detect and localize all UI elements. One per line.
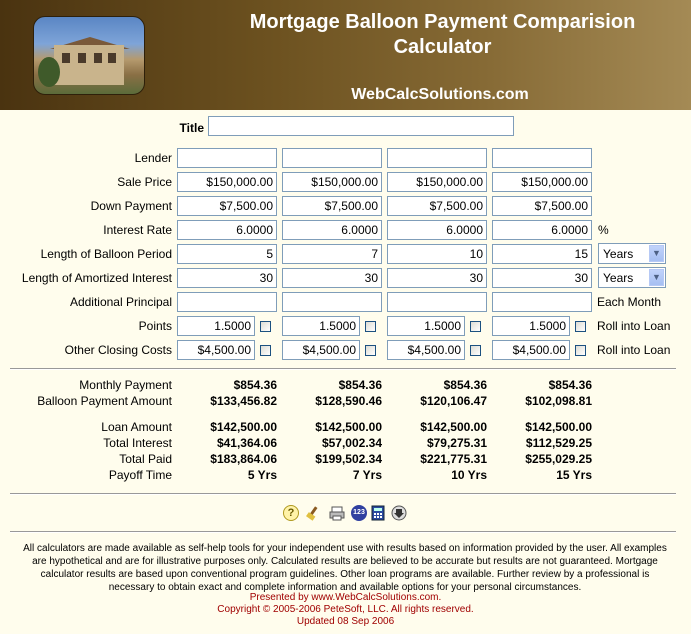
total-interest-label: Total Interest: [103, 436, 172, 450]
payoff-time-3: 10 Yrs: [451, 468, 487, 482]
points-label: Points: [138, 319, 172, 333]
sale-price-input-2[interactable]: [282, 172, 382, 192]
site-name: WebCalcSolutions.com: [351, 86, 529, 103]
divider: [10, 493, 676, 495]
points-roll-checkbox-3[interactable]: [470, 321, 481, 332]
chevron-down-icon[interactable]: ▼: [649, 245, 664, 262]
total-interest-3: $79,275.31: [426, 436, 487, 450]
monthly-payment-1: $854.36: [233, 378, 277, 392]
monthly-payment-2: $854.36: [338, 378, 382, 392]
points-input-2[interactable]: [282, 316, 360, 336]
page-title: Mortgage Balloon Payment Comparision Calculator: [249, 11, 636, 58]
points-input-1[interactable]: [177, 316, 255, 336]
updated-date: Updated 08 Sep 2006: [296, 616, 395, 627]
lender-input-4[interactable]: [492, 148, 592, 168]
closing-roll-checkbox-4[interactable]: [575, 345, 586, 356]
down-payment-input-4[interactable]: [492, 196, 592, 216]
closing-roll-label: Roll into Loan: [597, 343, 671, 357]
amortized-unit-value: Years: [603, 271, 634, 285]
clear-icon[interactable]: [305, 505, 321, 521]
points-roll-checkbox-2[interactable]: [365, 321, 376, 332]
title-label: Title: [179, 121, 204, 135]
download-icon[interactable]: [391, 505, 407, 521]
divider: [10, 531, 676, 533]
loan-amount-3: $142,500.00: [420, 420, 487, 434]
loan-amount-4: $142,500.00: [525, 420, 592, 434]
total-interest-2: $57,002.34: [321, 436, 382, 450]
monthly-payment-label: Monthly Payment: [79, 378, 172, 392]
amortized-input-1[interactable]: [177, 268, 277, 288]
closing-roll-checkbox-1[interactable]: [260, 345, 271, 356]
interest-rate-input-4[interactable]: [492, 220, 592, 240]
total-paid-1: $183,864.06: [210, 452, 277, 466]
payoff-time-label: Payoff Time: [108, 468, 172, 482]
interest-rate-label: Interest Rate: [103, 223, 172, 237]
balloon-unit-select[interactable]: [598, 243, 666, 264]
disclaimer: All calculators are made available as self-help tools for your independent use with results based on information provided by the user. All examples are hypothetical and are for illustrative purposes only. Calculated results are believed to be accurate but results are not guaranteed. Mortgage calculator results are based upon conventional program guidelines. Other loan programs are available. Further review by a professional is necessary to obtain exact and complete information and available options for your personal circumstances.: [23, 543, 667, 593]
additional-principal-label: Additional Principal: [69, 295, 172, 309]
total-interest-4: $112,529.25: [525, 436, 592, 450]
payoff-time-4: 15 Yrs: [556, 468, 592, 482]
amortized-input-4[interactable]: [492, 268, 592, 288]
divider: [10, 368, 676, 370]
sale-price-input-4[interactable]: [492, 172, 592, 192]
number-format-icon[interactable]: 123: [351, 505, 367, 521]
interest-rate-input-1[interactable]: [177, 220, 277, 240]
closing-roll-checkbox-2[interactable]: [365, 345, 376, 356]
sale-price-input-3[interactable]: [387, 172, 487, 192]
amortized-input-2[interactable]: [282, 268, 382, 288]
each-month-unit: Each Month: [597, 295, 662, 309]
closing-costs-input-3[interactable]: [387, 340, 465, 360]
total-paid-2: $199,502.34: [315, 452, 382, 466]
down-payment-label: Down Payment: [90, 199, 172, 213]
closing-roll-checkbox-3[interactable]: [470, 345, 481, 356]
loan-amount-1: $142,500.00: [210, 420, 277, 434]
total-interest-1: $41,364.06: [216, 436, 277, 450]
header-banner: [0, 0, 691, 110]
points-roll-checkbox-1[interactable]: [260, 321, 271, 332]
total-paid-3: $221,775.31: [420, 452, 487, 466]
balloon-period-input-2[interactable]: [282, 244, 382, 264]
interest-rate-input-2[interactable]: [282, 220, 382, 240]
balloon-unit-value: Years: [603, 247, 634, 261]
total-paid-4: $255,029.25: [525, 452, 592, 466]
points-roll-checkbox-4[interactable]: [575, 321, 586, 332]
sale-price-label: Sale Price: [117, 175, 172, 189]
additional-principal-input-1[interactable]: [177, 292, 277, 312]
lender-input-2[interactable]: [282, 148, 382, 168]
closing-costs-label: Other Closing Costs: [64, 343, 172, 357]
loan-amount-label: Loan Amount: [101, 420, 172, 434]
down-payment-input-2[interactable]: [282, 196, 382, 216]
points-roll-label: Roll into Loan: [597, 319, 671, 333]
balloon-period-input-4[interactable]: [492, 244, 592, 264]
sale-price-input-1[interactable]: [177, 172, 277, 192]
balloon-period-label: Length of Balloon Period: [40, 247, 172, 261]
additional-principal-input-2[interactable]: [282, 292, 382, 312]
amortized-unit-select[interactable]: [598, 267, 666, 288]
balloon-period-input-3[interactable]: [387, 244, 487, 264]
calculator-icon[interactable]: [370, 505, 386, 521]
balloon-period-input-1[interactable]: [177, 244, 277, 264]
house-photo: [33, 16, 145, 95]
monthly-payment-4: $854.36: [548, 378, 592, 392]
points-input-4[interactable]: [492, 316, 570, 336]
total-paid-label: Total Paid: [119, 452, 172, 466]
chevron-down-icon[interactable]: ▼: [649, 269, 664, 286]
additional-principal-input-4[interactable]: [492, 292, 592, 312]
presented-by: Presented by www.WebCalcSolutions.com.: [249, 592, 442, 603]
amortized-input-3[interactable]: [387, 268, 487, 288]
closing-costs-input-1[interactable]: [177, 340, 255, 360]
loan-amount-2: $142,500.00: [315, 420, 382, 434]
additional-principal-input-3[interactable]: [387, 292, 487, 312]
balloon-amount-3: $120,106.47: [420, 394, 487, 408]
balloon-amount-4: $102,098.81: [525, 394, 592, 408]
payoff-time-1: 5 Yrs: [247, 468, 277, 482]
balloon-amount-label: Balloon Payment Amount: [37, 394, 172, 408]
interest-rate-input-3[interactable]: [387, 220, 487, 240]
closing-costs-input-2[interactable]: [282, 340, 360, 360]
down-payment-input-3[interactable]: [387, 196, 487, 216]
amortized-interest-label: Length of Amortized Interest: [21, 271, 172, 285]
balloon-amount-2: $128,590.46: [315, 394, 382, 408]
lender-input-1[interactable]: [177, 148, 277, 168]
down-payment-input-1[interactable]: [177, 196, 277, 216]
print-icon[interactable]: [329, 505, 345, 521]
closing-costs-input-4[interactable]: [492, 340, 570, 360]
balloon-amount-1: $133,456.82: [210, 394, 277, 408]
title-input[interactable]: [208, 116, 514, 136]
copyright: Copyright © 2005-2006 PeteSoft, LLC. All rights reserved.: [217, 604, 474, 615]
percent-unit: %: [598, 223, 609, 237]
payoff-time-2: 7 Yrs: [352, 468, 382, 482]
help-icon[interactable]: ?: [283, 505, 299, 521]
points-input-3[interactable]: [387, 316, 465, 336]
monthly-payment-3: $854.36: [443, 378, 487, 392]
lender-label: Lender: [134, 151, 172, 165]
lender-input-3[interactable]: [387, 148, 487, 168]
